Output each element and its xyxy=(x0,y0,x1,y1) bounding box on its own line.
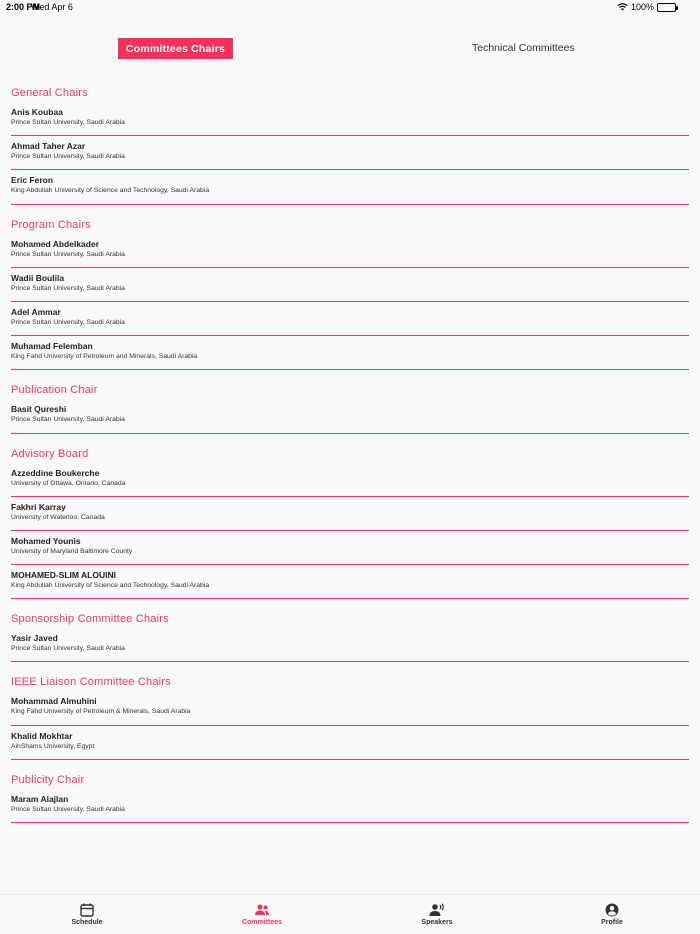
person-name: Mohamed Abdelkader xyxy=(11,238,100,249)
nav-schedule[interactable] xyxy=(47,903,127,926)
person-row xyxy=(11,234,689,268)
person-name: Ahmad Taher Azar xyxy=(11,141,86,152)
person-row xyxy=(11,302,689,336)
person-affiliation: Prince Sultan University, Saudi Arabia xyxy=(11,284,125,292)
status-bar xyxy=(0,0,700,14)
section-gap xyxy=(11,434,689,445)
committee-list xyxy=(11,84,689,823)
person-name: Basit Qureshi xyxy=(11,404,67,415)
section-title: Publication Chair xyxy=(11,384,98,397)
person-name: Muhamad Felemban xyxy=(11,341,93,352)
person-name: Azzeddine Boukerche xyxy=(11,467,100,478)
committee-section xyxy=(11,673,689,759)
person-affiliation: AinShams University, Egypt xyxy=(11,742,95,750)
person-affiliation: King Abdullah University of Science and Technology, Saudi Arabia xyxy=(11,187,210,195)
person-row xyxy=(11,268,689,302)
section-gap xyxy=(11,760,689,771)
person-row xyxy=(11,399,689,433)
committee-section xyxy=(11,610,689,662)
person-row xyxy=(11,336,689,370)
person-affiliation: Prince Sultan University, Saudi Arabia xyxy=(11,645,125,653)
committee-section xyxy=(11,771,689,823)
nav-speakers[interactable] xyxy=(397,903,477,926)
committee-section xyxy=(11,216,689,371)
profile-icon xyxy=(605,903,619,917)
section-title: Advisory Board xyxy=(11,447,89,460)
person-name: MOHAMED-SLIM ALOUINI xyxy=(11,570,116,581)
committee-section xyxy=(11,381,689,433)
bottom-nav xyxy=(0,894,700,934)
person-row xyxy=(11,531,689,565)
person-row xyxy=(11,691,689,725)
person-affiliation: King Fahd University of Petroleum and Minerals, Saudi Arabia xyxy=(11,353,198,361)
battery-percent: 100% xyxy=(630,2,654,12)
person-name: Fakhri Karray xyxy=(11,501,66,512)
nav-profile[interactable] xyxy=(572,903,652,926)
person-name: Yasir Javed xyxy=(11,633,58,644)
person-affiliation: University of Ottawa, Ontario, Canada xyxy=(11,479,126,487)
section-title: Publicity Chair xyxy=(11,773,85,786)
person-name: Eric Feron xyxy=(11,175,54,186)
committee-tabs xyxy=(0,38,700,60)
person-affiliation: Prince Sultan University, Saudi Arabia xyxy=(11,119,125,126)
person-name: Mohamed Younis xyxy=(11,535,81,546)
status-date: Wed Apr 6 xyxy=(31,2,73,12)
person-affiliation: Prince Sultan University, Saudi Arabia xyxy=(11,318,125,326)
committee-section xyxy=(11,445,689,600)
nav-speakers-label: Speakers xyxy=(421,919,453,926)
nav-committees-label: Committees xyxy=(241,919,283,926)
section-gap xyxy=(11,205,689,216)
person-affiliation: Prince Sultan University, Saudi Arabia xyxy=(11,805,125,813)
committee-section xyxy=(11,84,689,205)
section-title: Sponsorship Committee Chairs xyxy=(11,613,169,626)
section-title: IEEE Liaison Committee Chairs xyxy=(11,676,171,689)
battery-icon xyxy=(657,3,676,12)
speaker-icon xyxy=(429,903,445,917)
person-affiliation: Prince Sultan University, Saudi Arabia xyxy=(11,153,125,161)
person-affiliation: King Abdullah University of Science and Technology, Saudi Arabia xyxy=(11,582,210,590)
nav-committees[interactable] xyxy=(222,903,302,926)
person-row xyxy=(11,170,689,204)
users-icon xyxy=(254,903,270,917)
person-affiliation: University of Waterloo, Canada xyxy=(11,513,105,521)
person-name: Adel Ammar xyxy=(11,306,61,317)
person-row xyxy=(11,628,689,662)
person-row xyxy=(11,565,689,599)
person-row xyxy=(11,497,689,531)
person-row xyxy=(11,102,689,136)
person-row xyxy=(11,726,689,760)
wifi-icon xyxy=(617,3,628,11)
status-right xyxy=(617,2,676,12)
tab-technical-committees[interactable]: Technical Committees xyxy=(472,42,575,54)
section-gap xyxy=(11,662,689,673)
person-name: Khalid Mokhtar xyxy=(11,730,73,741)
person-affiliation: King Fahd University of Petroleum & Minerals, Saudi Arabia xyxy=(11,708,191,716)
person-name: Mohammad Almuhini xyxy=(11,696,97,707)
section-title: General Chairs xyxy=(11,87,88,99)
person-name: Wadii Boulila xyxy=(11,272,65,283)
section-gap xyxy=(11,370,689,381)
tab-committees-chairs[interactable]: Committees Chairs xyxy=(118,38,233,59)
nav-profile-label: Profile xyxy=(601,919,623,926)
person-row xyxy=(11,789,689,823)
person-row xyxy=(11,136,689,170)
person-affiliation: Prince Sultan University, Saudi Arabia xyxy=(11,416,125,424)
person-name: Anis Koubaa xyxy=(11,107,63,117)
calendar-icon xyxy=(80,903,94,917)
status-time: 2:00 PM xyxy=(6,2,41,12)
nav-schedule-label: Schedule xyxy=(71,919,103,926)
person-name: Maram Alajlan xyxy=(11,793,69,804)
section-title: Program Chairs xyxy=(11,218,91,231)
section-gap xyxy=(11,599,689,610)
person-affiliation: University of Maryland Baltimore County xyxy=(11,547,133,555)
person-affiliation: Prince Sultan University, Saudi Arabia xyxy=(11,250,125,258)
person-row xyxy=(11,463,689,497)
